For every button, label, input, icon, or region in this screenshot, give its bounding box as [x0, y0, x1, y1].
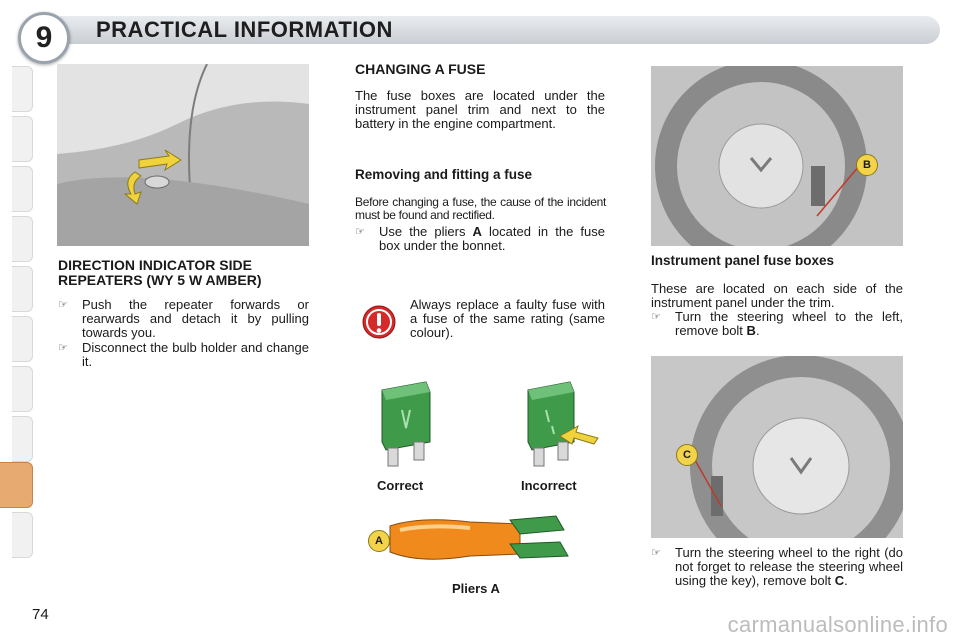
- instrument-panel-heading: Instrument panel fuse boxes: [651, 253, 835, 268]
- pointing-hand-icon: ☞: [651, 310, 661, 323]
- pliers-marker-a: A: [368, 530, 390, 552]
- removing-fitting-heading: Removing and fitting a fuse: [355, 167, 533, 182]
- pointing-hand-icon: ☞: [58, 298, 68, 311]
- page-number: 74: [32, 606, 49, 623]
- pliers-bullet: ☞ Use the pliers A located in the fuse box under the bonnet.: [355, 224, 605, 253]
- pointing-hand-icon: ☞: [58, 341, 68, 354]
- chapter-number-badge: 9: [18, 12, 70, 64]
- incorrect-fuse-caption: Incorrect: [521, 478, 577, 493]
- chapter-tab[interactable]: [12, 316, 33, 362]
- bolt-b-marker: B: [856, 154, 878, 176]
- left-turn-bullet: ☞ Turn the steering wheel to the left, remove bolt B.: [651, 309, 903, 338]
- fuse-cause-note: Before changing a fuse, the cause of the incident must be found and rectified.: [355, 195, 606, 222]
- pliers-caption: Pliers A: [452, 581, 500, 596]
- pointing-hand-icon: ☞: [355, 225, 365, 238]
- changing-fuse-heading: CHANGING A FUSE: [355, 61, 486, 77]
- chapter-tab[interactable]: [12, 166, 33, 212]
- watermark: carmanualsonline.info: [727, 612, 948, 637]
- chapter-tab[interactable]: [12, 512, 33, 558]
- instrument-panel-intro: These are located on each side of the instrument panel under the trim.: [651, 281, 903, 310]
- chapter-tab[interactable]: [12, 66, 33, 112]
- chapter-tab[interactable]: [12, 266, 33, 312]
- fuse-warning-text: Always replace a faulty fuse with a fuse of the same rating (same colour).: [410, 297, 605, 340]
- repeater-bullet: ☞ Disconnect the bulb holder and change it.: [58, 340, 309, 369]
- chapter-tab[interactable]: [12, 216, 33, 262]
- chapter-tab[interactable]: [12, 116, 33, 162]
- repeater-heading: DIRECTION INDICATOR SIDE REPEATERS (WY 5 W AMBER): [58, 257, 262, 288]
- pliers-illustration: [360, 508, 575, 572]
- correct-fuse-caption: Correct: [377, 478, 424, 493]
- chapter-tab[interactable]: [12, 416, 33, 462]
- chapter-tabs: [0, 66, 34, 578]
- side-repeater-photo: [57, 64, 309, 246]
- pointing-hand-icon: ☞: [651, 546, 661, 559]
- page-title: PRACTICAL INFORMATION: [96, 17, 393, 42]
- steering-wheel-right-photo: [651, 356, 903, 538]
- right-turn-bullet: ☞ Turn the steering wheel to the right (do not forget to release the steering wheel using the key), remove bolt C.: [651, 545, 903, 588]
- steering-wheel-left-photo: [651, 66, 903, 246]
- exclamation-icon: [362, 305, 396, 339]
- changing-fuse-intro: The fuse boxes are located under the instrument panel trim and next to the battery in the engine compartment.: [355, 88, 605, 131]
- chapter-tab-active[interactable]: [0, 462, 33, 508]
- bolt-c-marker: C: [676, 444, 698, 466]
- correct-fuse-illustration: [372, 380, 442, 470]
- incorrect-fuse-illustration: [518, 376, 608, 471]
- chapter-tab[interactable]: [12, 366, 33, 412]
- repeater-bullet: ☞ Push the repeater forwards or rearwards and detach it by pulling towards you.: [58, 297, 309, 340]
